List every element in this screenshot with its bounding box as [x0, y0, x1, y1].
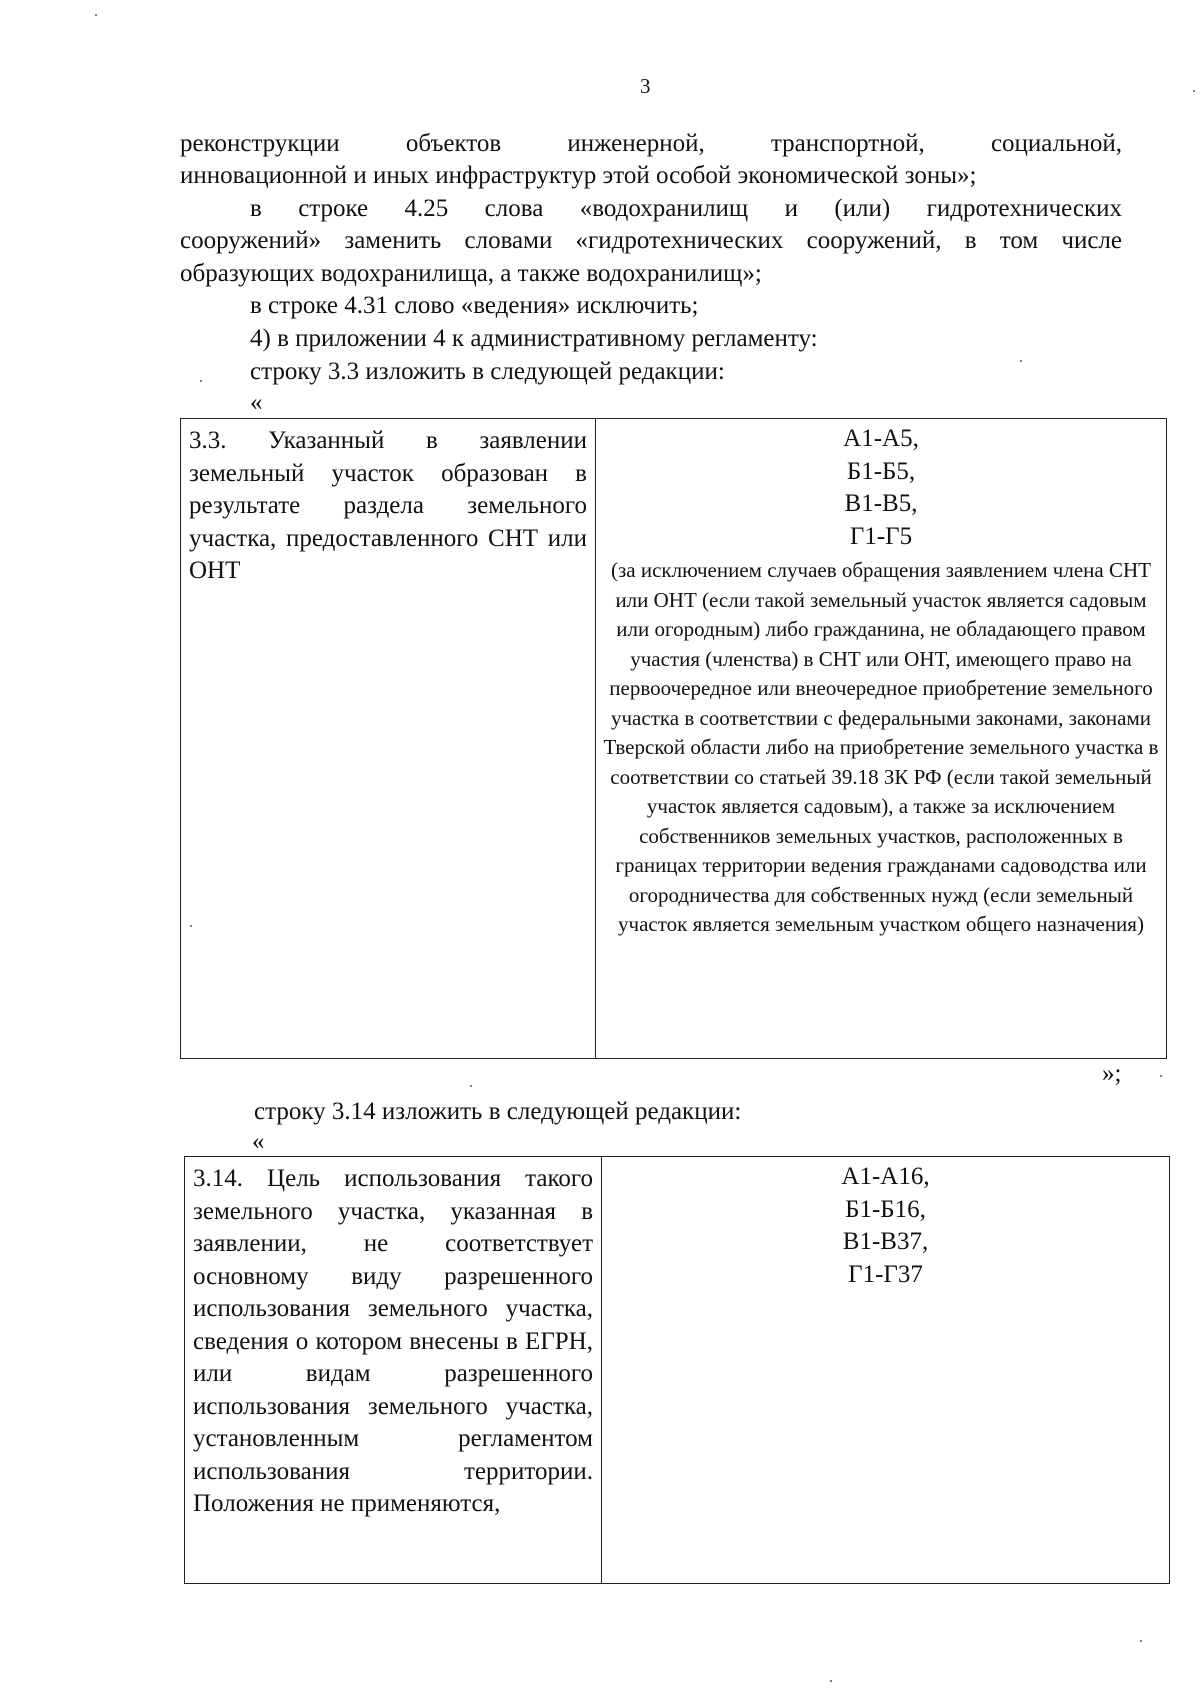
code-line: А1-А5,: [843, 425, 919, 452]
page-number: 3: [640, 74, 651, 98]
item-425-line-3: образующих водохранилища, а также водохранилищ»;: [180, 260, 762, 287]
code-line: А1-А16,: [841, 1163, 930, 1190]
code-line: Г1-Г37: [848, 1260, 923, 1288]
open-quote-1: «: [250, 389, 263, 416]
intro-line-1: реконструкции объектов инженерной, транспортной, социальной,: [180, 130, 1122, 157]
row-3-14-codes-cell: [602, 1157, 1170, 1584]
regulation-table-row-3-3: [180, 418, 1167, 1059]
row-3-14-condition-text: 3.14. Цель использования такого земельного участка, указанная в заявлении, не соответствует основному виду разрешенного использования земельного участка, сведения о котором внесены в ЕГРН, или видам разрешенного использования земельного участка, установленным регламентом использования территории. Положения не применяются,: [193, 1165, 593, 1517]
scan-speck: [470, 1085, 472, 1087]
scan-speck: [1140, 1640, 1142, 1642]
code-line: В1-В5,: [844, 490, 918, 517]
item-4-heading: 4) в приложении 4 к административному регламенту:: [250, 325, 818, 352]
code-line: В1-В37,: [842, 1228, 929, 1255]
row-33-instruction: строку 3.3 изложить в следующей редакции:: [250, 358, 725, 385]
row-3-3-condition-text: 3.3. Указанный в заявлении земельный участок образован в результате раздела земельного участка, предоставленного СНТ или ОНТ: [189, 427, 587, 584]
code-line: Б1-Б5,: [846, 457, 916, 485]
code-line: Г1-Г5: [849, 522, 913, 550]
code-line: Б1-Б16,: [845, 1195, 926, 1223]
row-3-3-codes-cell: [596, 419, 1167, 1059]
item-431: в строке 4.31 слово «ведения» исключить;: [250, 292, 699, 319]
regulation-table-row-3-14: [184, 1156, 1170, 1584]
scan-speck: [200, 380, 202, 382]
scan-speck: [1160, 1075, 1162, 1077]
item-425-line-2: сооружений» заменить словами «гидротехнических сооружений, в том числе: [180, 227, 1122, 254]
intro-line-2: инновационной и иных инфраструктур этой особой экономической зоны»;: [180, 162, 977, 189]
scan-speck: [830, 1680, 832, 1682]
close-quote-1: »;: [1102, 1060, 1122, 1087]
row-314-instruction: строку 3.14 изложить в следующей редакции:: [254, 1098, 742, 1125]
scan-speck: [190, 925, 192, 927]
row-3-3-exception-note: (за исключением случаев обращения заявлением члена СНТ или ОНТ (если такой земельный участок является садовым или огородным) либо гражданина, не обладающего правом участия (членства) в СНТ или ОНТ, имеющего право на первоочередное или внеочередное приобретение земельного участка в соответствии с федеральными законами, законами Тверской области либо на приобретение земельного участка в соответствии со статьей 39.18 ЗК РФ (если такой земельный участок является садовым), а также за исключением собственников земельных участков, расположенных в границах территории ведения гражданами садоводства или огородничества для собственных нужд (если земельный участок является земельным участком общего назначения): [603, 558, 1159, 936]
scan-speck: [1193, 90, 1195, 92]
item-425-line-1: в строке 4.25 слова «водохранилищ и (или) гидротехнических: [250, 195, 1122, 222]
open-quote-2: «: [252, 1128, 265, 1155]
scan-speck: [95, 14, 97, 16]
row-3-3-condition-cell: [181, 419, 596, 1059]
scan-speck: [1020, 360, 1022, 362]
row-3-14-condition-cell: [185, 1157, 602, 1584]
